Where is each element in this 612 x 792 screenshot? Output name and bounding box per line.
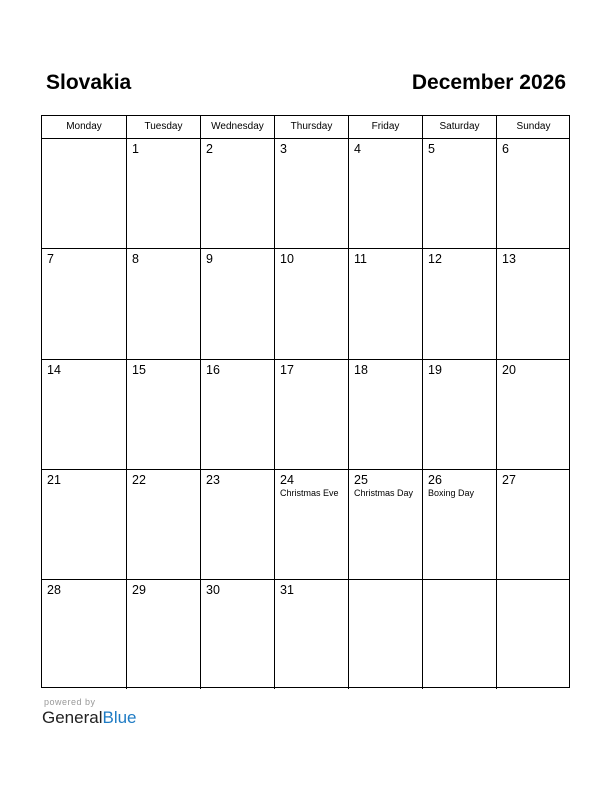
day-cell <box>127 579 201 689</box>
day-cell <box>497 579 570 689</box>
weekday-header: Wednesday <box>201 116 275 138</box>
day-cell <box>127 359 201 469</box>
day-number: 11 <box>354 252 367 266</box>
day-cell <box>423 248 497 359</box>
day-number: 22 <box>132 473 146 487</box>
day-cell <box>423 138 497 248</box>
day-cell <box>497 359 570 469</box>
day-cell <box>349 248 423 359</box>
day-number: 26 <box>428 473 442 487</box>
day-cell <box>423 579 497 689</box>
day-number: 20 <box>502 363 516 377</box>
day-number: 8 <box>132 252 139 266</box>
day-number: 19 <box>428 363 442 377</box>
logo-general: General <box>42 708 103 727</box>
day-number: 17 <box>280 363 294 377</box>
day-number: 14 <box>47 363 61 377</box>
day-cell <box>127 248 201 359</box>
day-number: 7 <box>47 252 54 266</box>
country-title: Slovakia <box>46 71 132 94</box>
weekday-header: Tuesday <box>127 116 201 138</box>
day-cell <box>275 359 349 469</box>
day-cell <box>349 359 423 469</box>
day-cell <box>275 469 349 579</box>
holiday-label: Boxing Day <box>428 488 475 498</box>
day-number: 31 <box>280 583 294 597</box>
day-cell <box>349 579 423 689</box>
day-cell <box>42 359 127 469</box>
weekday-header: Sunday <box>516 121 551 132</box>
day-cell <box>497 469 570 579</box>
day-number: 3 <box>280 142 287 156</box>
day-cell <box>127 138 201 248</box>
weekday-header: Thursday <box>275 116 349 138</box>
day-number: 5 <box>428 142 435 156</box>
day-cell <box>349 138 423 248</box>
day-number: 30 <box>206 583 220 597</box>
day-number: 29 <box>132 583 146 597</box>
weekday-header: Saturday <box>423 116 497 138</box>
weekday-header: Monday <box>42 116 127 138</box>
day-number: 13 <box>502 252 516 266</box>
day-cell <box>423 469 497 579</box>
day-number: 21 <box>47 473 61 487</box>
day-number: 24 <box>280 473 294 487</box>
weekday-header: Friday <box>349 116 423 138</box>
day-number: 15 <box>132 363 146 377</box>
day-cell <box>497 138 570 248</box>
day-number: 27 <box>502 473 516 487</box>
day-cell <box>201 469 275 579</box>
day-cell <box>201 248 275 359</box>
day-cell <box>127 469 201 579</box>
day-cell <box>201 359 275 469</box>
calendar-grid <box>41 115 570 688</box>
holiday-label: Christmas Eve <box>280 488 339 498</box>
day-number: 25 <box>354 473 368 487</box>
holiday-label: Christmas Day <box>354 488 414 498</box>
day-number: 2 <box>206 142 213 156</box>
day-cell <box>275 579 349 689</box>
day-cell <box>201 579 275 689</box>
day-cell <box>201 138 275 248</box>
day-number: 12 <box>428 252 442 266</box>
day-number: 10 <box>280 252 294 266</box>
day-cell <box>497 248 570 359</box>
day-cell <box>423 359 497 469</box>
day-cell <box>42 469 127 579</box>
day-number: 9 <box>206 252 213 266</box>
powered-by-label: powered by <box>44 697 96 707</box>
generalblue-logo[interactable] <box>42 708 137 728</box>
day-number: 4 <box>354 142 361 156</box>
day-cell <box>42 579 127 689</box>
day-cell <box>42 248 127 359</box>
month-title: December 2026 <box>411 71 566 94</box>
day-number: 28 <box>47 583 61 597</box>
day-number: 18 <box>354 363 368 377</box>
logo-blue: Blue <box>102 708 137 727</box>
day-number: 23 <box>206 473 220 487</box>
day-number: 6 <box>502 142 509 156</box>
day-cell <box>349 469 423 579</box>
day-number: 1 <box>132 142 139 156</box>
day-number: 16 <box>206 363 220 377</box>
day-cell <box>42 138 127 248</box>
day-cell <box>275 248 349 359</box>
day-cell <box>275 138 349 248</box>
